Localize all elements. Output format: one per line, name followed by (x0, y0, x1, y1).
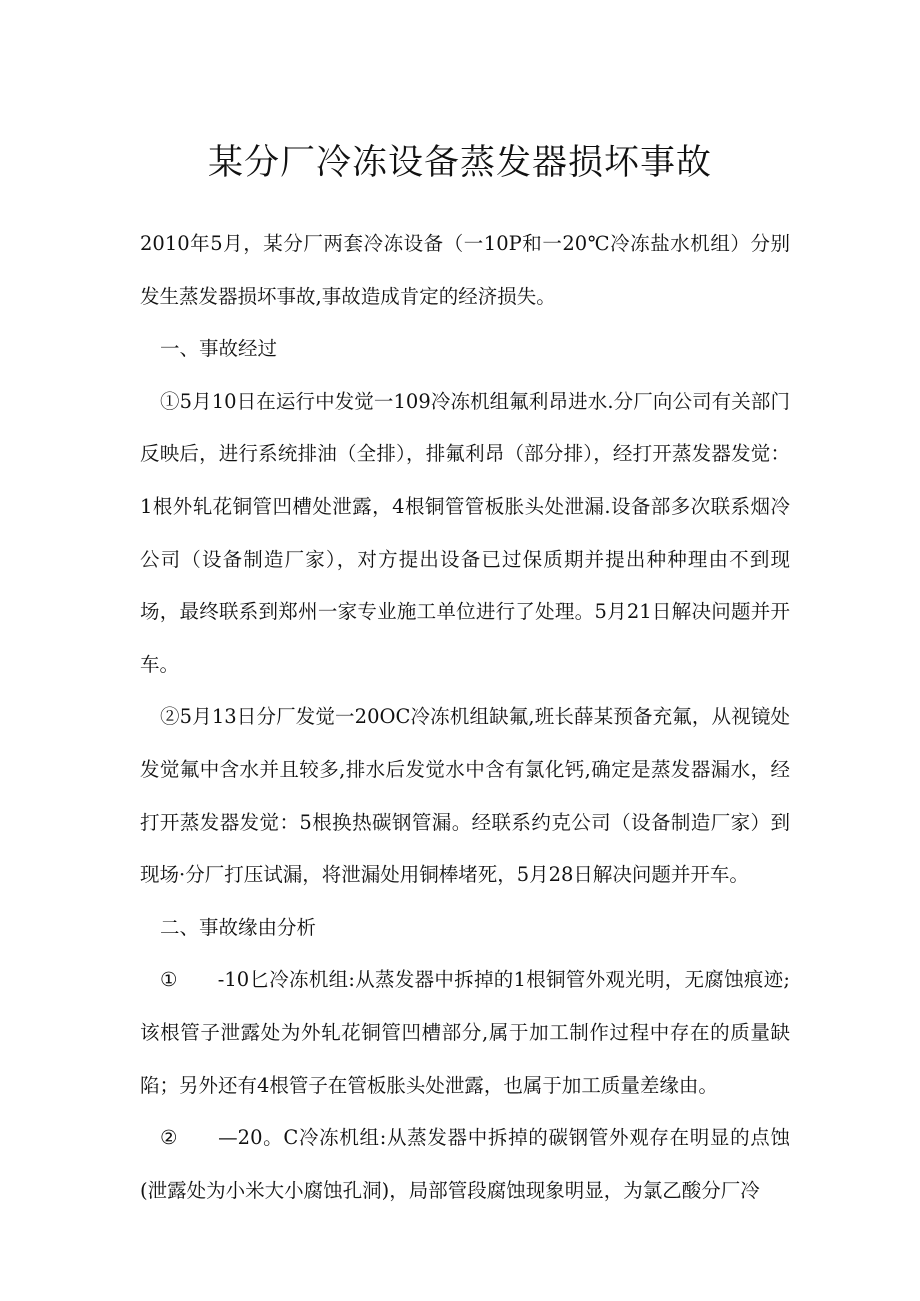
intro-paragraph: 2010年5月，某分厂两套冷冻设备（一10P和一20℃冷冻盐水机组）分别发生蒸发器损坏事故,事故造成肯定的经济损失。 (140, 232, 790, 308)
analysis-1-marker: ① (160, 968, 178, 992)
section-heading-process: 一、事故经过 (160, 337, 278, 361)
analysis-item-1 (140, 954, 790, 1112)
process-item-1: ①5月10日在运行中发觉一109冷冻机组氟利昂进水.分厂向公司有关部门反映后，进行系统排油（全排），排氟利昂（部分排），经打开蒸发器发觉：1根外轧花铜管凹槽处泄露，4根铜管管板胀头处泄漏.设备部多次联系烟冷公司（设备制造厂家），对方提出设备已过保质期并提出种种理由不到现场，最终联系到郑州一家专业施工单位进行了处理。5月21日解决问题并开车。 (140, 389, 790, 676)
document-title: 某分厂冷冻设备蒸发器损坏事故 (207, 143, 712, 183)
analysis-1-text: -10匕冷冻机组:从蒸发器中拆掉的1根铜管外观光明，无腐蚀痕迹;该根管子泄露处为外轧花铜管凹槽部分,属于加工制作过程中存在的质量缺陷；另外还有4根管子在管板胀头处泄露，也属于加工质量差缘由。 (140, 968, 791, 1097)
analysis-item-2 (140, 1112, 790, 1217)
analysis-2-marker: ② (160, 1126, 179, 1150)
process-item-2: ②5月13日分厂发觉一20OC冷冻机组缺氟,班长薛某预备充氟，从视镜处发觉氟中含水并且较多,排水后发觉水中含有氯化钙,确定是蒸发器漏水，经打开蒸发器发觉：5根换热碳钢管漏。经联系约克公司（设备制造厂家）到现场·分厂打压试漏，将泄漏处用铜棒堵死，5月28日解决问题并开车。 (140, 705, 790, 887)
document-body (140, 218, 790, 1217)
section-heading-analysis: 二、事故缘由分析 (160, 915, 317, 939)
analysis-2-text: —20。C冷冻机组:从蒸发器中拆掉的碳钢管外观存在明显的点蚀(泄露处为小米大小腐蚀孔洞)，局部管段腐蚀现象明显，为氯乙酸分厂冷 (140, 1126, 790, 1202)
